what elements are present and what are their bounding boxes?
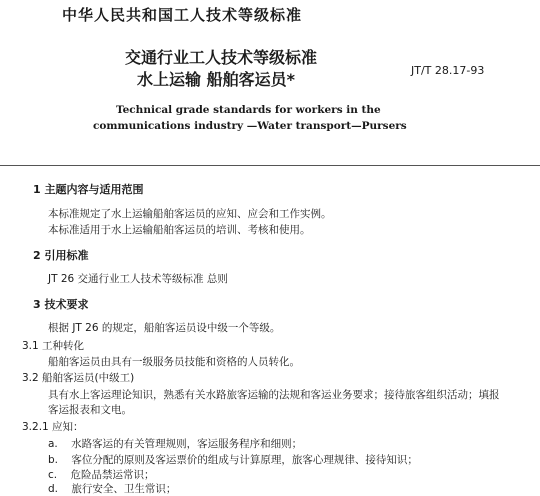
section-3-1-heading: 3.1 工种转化 [22,340,85,352]
list-item [48,436,302,451]
title-en-line1: Technical grade standards for workers in the [116,104,381,116]
title-cn-line2: 水上运输 船舶客运员* [137,70,295,89]
section-3-1-para: 船舶客运员由具有一级服务员技能和资格的人员转化。 [48,356,300,368]
section-1-para-2: 本标准适用于水上运输船舶客运员的培训、考核和使用。 [48,224,311,236]
list-item-text: 水路客运的有关管理规则，客运服务程序和细则； [71,438,303,450]
list-item-text: 客位分配的原则及客运票价的组成与计算原理，旅客心理规律、接待知识； [71,454,418,466]
list-item-mark: c. [48,469,58,481]
list-item-mark: a. [48,438,58,450]
list-item [48,452,418,467]
section-3-heading: 3 技术要求 [33,298,89,311]
title-cn-line1: 交通行业工人技术等级标准 [125,48,318,67]
section-1-heading: 1 主题内容与适用范围 [33,183,144,196]
list-item [48,481,176,496]
standard-code: JT/T 28.17-93 [411,64,485,77]
section-3-2-para-1: 具有水上客运理论知识，熟悉有关水路旅客运输的法规和客运业务要求；接待旅客组织活动；填报 [48,389,500,401]
section-2-para-1: JT 26 交通行业工人技术等级标准 总则 [48,273,228,285]
section-3-para-1: 根据 JT 26 的规定，船舶客运员设中级一个等级。 [48,322,281,334]
list-item-text: 危险品禁运常识； [70,469,155,481]
list-item [48,467,154,482]
standard-banner: 中华人民共和国工人技术等级标准 [62,6,303,24]
section-1-para-1: 本标准规定了水上运输船舶客运员的应知、应会和工作实例。 [48,208,332,220]
section-3-2-heading: 3.2 船舶客运员(中级工) [22,372,135,384]
section-3-2-1-heading: 3.2.1 应知： [22,421,84,433]
section-3-2-para-2: 客运报表和文电。 [48,404,132,416]
list-item-mark: d. [48,483,59,495]
list-item-mark: b. [48,454,59,466]
header-divider [0,165,540,166]
section-2-heading: 2 引用标准 [33,249,89,262]
list-item-text: 旅行安全、卫生常识； [71,483,177,495]
title-en-line2: communications industry —Water transport—Pursers [93,120,407,132]
